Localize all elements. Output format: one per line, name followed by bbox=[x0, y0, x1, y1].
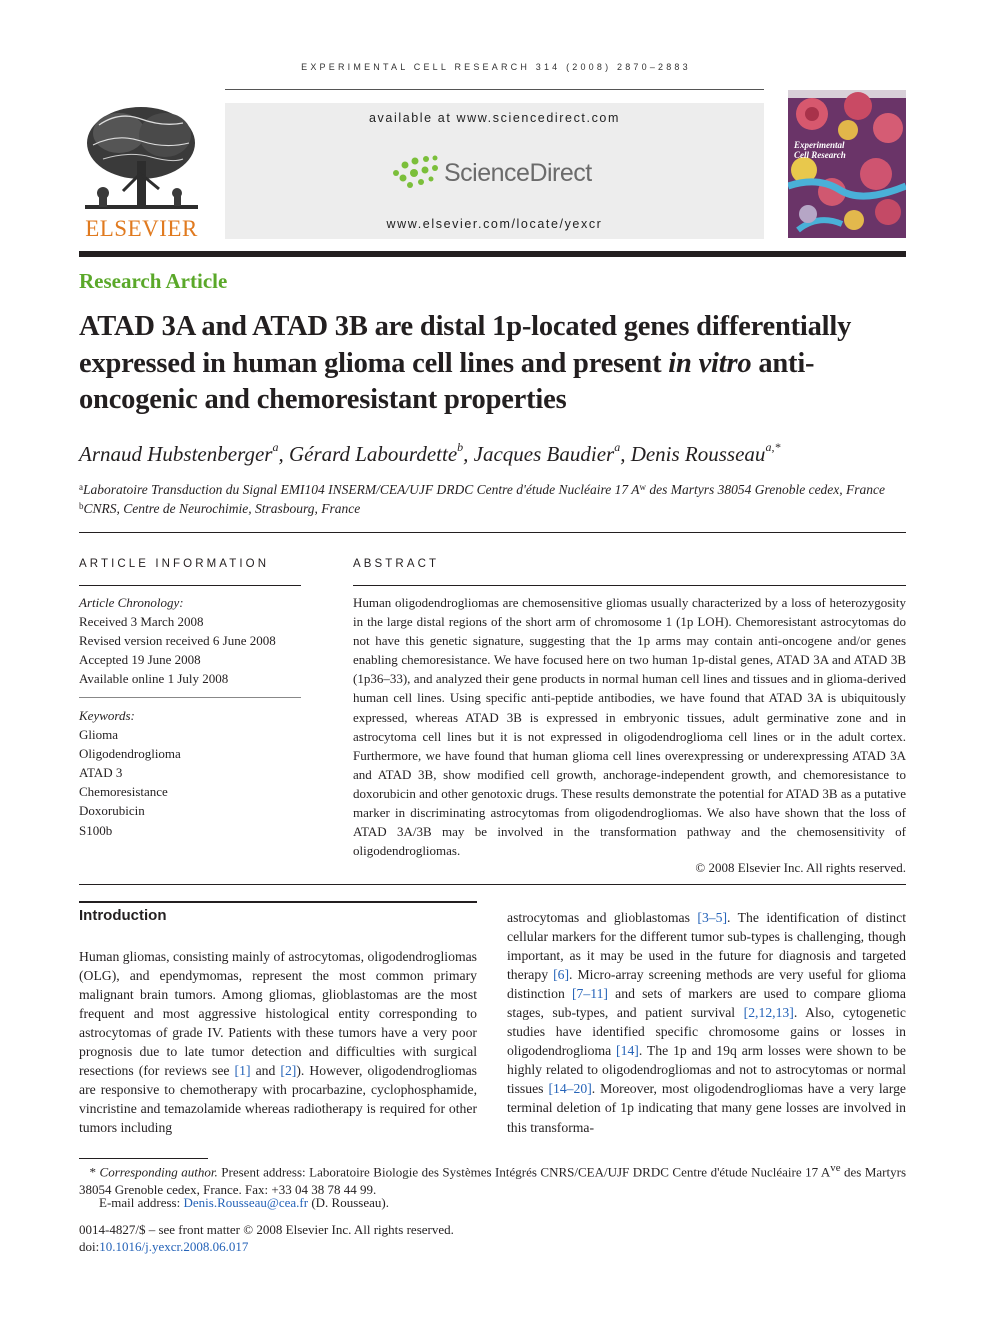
citation-link[interactable]: [7–11] bbox=[571, 986, 608, 1002]
issn-line: 0014-4827/$ – see front matter © 2008 Elsevier Inc. All rights reserved. bbox=[79, 1222, 454, 1237]
sciencedirect-banner bbox=[225, 103, 764, 239]
elsevier-wordmark: ELSEVIER bbox=[85, 216, 198, 241]
keyword[interactable]: Oligodendroglioma bbox=[79, 746, 181, 762]
journal-cover[interactable] bbox=[788, 90, 906, 238]
chronology-item: Accepted 19 June 2008 bbox=[79, 652, 201, 668]
keyword[interactable]: Glioma bbox=[79, 727, 118, 743]
citation-link[interactable]: [2] bbox=[280, 1063, 297, 1079]
affiliation-mark: b bbox=[79, 501, 84, 511]
keywords-label: Keywords: bbox=[79, 708, 135, 723]
intro-text: and bbox=[250, 1063, 281, 1079]
sciencedirect-dots-icon bbox=[388, 153, 442, 191]
keywords-rule bbox=[79, 697, 301, 698]
author[interactable] bbox=[79, 442, 278, 466]
author-affil-mark: a bbox=[272, 440, 279, 454]
author-separator: , bbox=[620, 442, 631, 466]
chronology-label: Article Chronology: bbox=[79, 595, 184, 610]
author-list bbox=[79, 442, 780, 467]
email-label: E-mail address: bbox=[99, 1195, 184, 1210]
corresponding-author-footnote bbox=[79, 1160, 906, 1198]
keyword[interactable]: Chemoresistance bbox=[79, 784, 168, 800]
author-affil-mark bbox=[765, 440, 780, 454]
keyword[interactable]: ATAD 3 bbox=[79, 765, 123, 781]
journal-url[interactable]: www.elsevier.com/locate/yexcr bbox=[386, 217, 603, 231]
intro-text: . Also, cytogenetic studies have identified specific chromosome gains or losses in oligodendroglioma bbox=[507, 1005, 906, 1059]
corresponding-author-mark[interactable]: * bbox=[774, 440, 781, 454]
cover-title-line-1: Experimental bbox=[794, 140, 845, 150]
author-separator: , bbox=[278, 442, 289, 466]
author-name: Denis Rousseau bbox=[630, 442, 766, 466]
affiliation-mark: a bbox=[79, 482, 83, 492]
citation-link[interactable]: [6] bbox=[553, 967, 570, 983]
title-italic: in vitro bbox=[668, 347, 752, 379]
cover-title bbox=[794, 140, 846, 160]
header-rule bbox=[225, 89, 764, 90]
affiliation-text: Laboratoire Transduction du Signal EMI104 INSERM/CEA/UJF DRDC Centre d'étude Nucléaire 17 A bbox=[83, 482, 640, 497]
author-separator: , bbox=[463, 442, 474, 466]
intro-text: . Moreover, most oligodendrogliomas have a very large terminal deletion of 1p indicating that many gene losses are involved in this transforma- bbox=[507, 1081, 906, 1135]
citation-link[interactable]: [14–20] bbox=[548, 1081, 592, 1097]
intro-text: . Micro-array screening methods are very useful for glioma distinction bbox=[507, 967, 906, 1002]
author-affil-letter: a, bbox=[765, 440, 775, 454]
email-footnote bbox=[79, 1194, 906, 1212]
title-part-2: anti-oncogenic and chemoresistant properties bbox=[79, 347, 815, 415]
author[interactable] bbox=[631, 442, 781, 466]
affiliation-sup: w bbox=[639, 482, 646, 492]
intro-text: . The identification of distinct cellular markers for the different tumor sub-types is challenging, though important, as it may be used in the future for diagnosis and targeted therapy bbox=[507, 910, 906, 983]
doi-link[interactable]: 10.1016/j.yexcr.2008.06.017 bbox=[99, 1238, 249, 1254]
affiliation-b bbox=[79, 501, 360, 517]
keywords bbox=[79, 706, 181, 840]
chronology-item: Revised version received 6 June 2008 bbox=[79, 633, 276, 649]
intro-right-column bbox=[507, 908, 906, 1137]
abstract-copyright: © 2008 Elsevier Inc. All rights reserved. bbox=[695, 860, 906, 875]
article-type: Research Article bbox=[79, 269, 228, 293]
citation-link[interactable]: [14] bbox=[616, 1043, 639, 1059]
citation-link[interactable]: [3–5] bbox=[697, 910, 728, 925]
introduction-heading: Introduction bbox=[79, 907, 167, 924]
intro-text: Human gliomas, consisting mainly of astrocytomas, oligodendrogliomas (OLG), and ependymomas, represent the most common primary malignant brain tumors. Among gliomas, glioblastomas are the most frequent and most aggressive histological entity corresponding to astrocytomas of grade IV. Patients with these tumors have a very poor prognosis due to late tumor detection and difficulties with surgical resections (for reviews see bbox=[79, 949, 477, 1079]
footnote-rule bbox=[79, 1158, 208, 1159]
intro-text: astrocytomas and glioblastomas bbox=[507, 910, 698, 925]
citation-link[interactable]: [2,12,13] bbox=[743, 1005, 794, 1021]
footnote-text: des Martyrs 38054 Grenoble cedex, France. Fax: +33 04 38 78 44 99. bbox=[79, 1164, 907, 1197]
footnote-label: Corresponding author. bbox=[99, 1164, 218, 1180]
journal-citation: EXPERIMENTAL CELL RESEARCH 314 (2008) 2870–2883 bbox=[301, 62, 691, 72]
cover-title-line-2: Cell Research bbox=[794, 150, 846, 160]
author[interactable] bbox=[289, 442, 463, 466]
footnote-star: * bbox=[89, 1164, 97, 1180]
affiliation-text: CNRS, Centre de Neurochimie, Strasbourg, France bbox=[83, 501, 361, 516]
author-affil-mark: b bbox=[457, 440, 464, 454]
article-info-rule bbox=[79, 585, 301, 586]
author-name: Arnaud Hubstenberger bbox=[79, 442, 273, 466]
intro-text: . The 1p and 19q arm losses were shown to be highly related to oligodendrogliomas and not to astrocytomas or normal tissues bbox=[507, 1043, 906, 1097]
intro-text: ). However, oligodendrogliomas are responsive to chemotherapy with procarbazine, cyclophosphamide, vincristine and temazolamide whereas radiotherapy is required for other tumors including bbox=[79, 1063, 478, 1136]
keyword[interactable]: Doxorubicin bbox=[79, 803, 145, 819]
affiliation-a bbox=[79, 482, 885, 498]
citation-link[interactable]: [1] bbox=[234, 1063, 251, 1079]
abstract-bottom-rule bbox=[79, 884, 906, 885]
intro-rule bbox=[79, 901, 477, 903]
elsevier-logo[interactable] bbox=[79, 103, 204, 243]
chronology-item: Available online 1 July 2008 bbox=[79, 671, 229, 687]
title-part-1: ATAD 3A and ATAD 3B are distal 1p-located genes differentially expressed in human glioma cell lines and present bbox=[79, 311, 852, 379]
sciencedirect-logo[interactable] bbox=[388, 153, 608, 193]
footnote-sup: ve bbox=[830, 1162, 841, 1174]
chronology-item: Received 3 March 2008 bbox=[79, 614, 204, 630]
doi-label: doi: bbox=[79, 1238, 100, 1254]
abstract-text: Human oligodendrogliomas are chemosensitive gliomas usually characterized by a loss of heterozygosity in the large distal regions of the short arm of chromosome 1 (1p LOH). Chemoresistant astrocytomas do not have this genetic signature, suggesting that the 1p arms may contain anti-oncogene and/or genes enabling chemoresistance. We have focused here on two human 1p-distal genes, ATAD 3A and ATAD 3B (1p36–33), and analyzed their gene products in normal human cell lines and tissues and in glioma-derived human cell lines. Using specific anti-peptide antibodies, we have found that ATAD 3A is ubiquitously expressed, whereas ATAD 3B is expressed in embryonic tissues, adult germinative zone and in astrocytoma cell lines but it is not expressed in oligodendroglioma cell lines or in the adult cortex. Furthermore, we have found that human glioma cell lines overexpressing or underexpressing ATAD 3A and ATAD 3B, show modified cell growth, anchorage-independent growth, and chemoresistance to doxorubicin and other genotoxic drugs. These results demonstrate the potential for ATAD 3B as a putative marker in discriminating astrocytomas from oligodendrogliomas. We also have shown that the loss of ATAD 3A/3B may be involved in the transformation pathway and the chemosensitivity of oligodendrogliomas. bbox=[353, 595, 906, 859]
affiliation-text-end: des Martyrs 38054 Grenoble cedex, France bbox=[645, 482, 886, 497]
header-thick-rule bbox=[79, 251, 906, 257]
article-chronology bbox=[79, 593, 276, 688]
elsevier-tree-icon bbox=[79, 103, 204, 215]
intro-text: and sets of markers are used to compare glioma stages, sub-types, and patient survival bbox=[507, 986, 906, 1021]
author-name: Gérard Labourdette bbox=[288, 442, 458, 466]
cover-image-icon bbox=[788, 90, 906, 238]
abstract-rule bbox=[353, 585, 906, 586]
author-name: Jacques Baudier bbox=[473, 442, 615, 466]
abstract-heading: ABSTRACT bbox=[353, 558, 440, 570]
keyword[interactable]: S100b bbox=[79, 822, 113, 838]
issn-block bbox=[79, 1222, 454, 1255]
intro-left-column bbox=[79, 947, 477, 1137]
sciencedirect-wordmark: ScienceDirect bbox=[444, 159, 592, 187]
available-at-text[interactable]: available at www.sciencedirect.com bbox=[368, 111, 620, 125]
email-link[interactable]: Denis.Rousseau@cea.fr bbox=[183, 1195, 309, 1210]
author-affil-mark: a bbox=[614, 440, 621, 454]
author[interactable] bbox=[474, 442, 621, 466]
article-info-heading: ARTICLE INFORMATION bbox=[79, 558, 270, 570]
footnote-text: Present address: Laboratoire Biologie des Systèmes Intégrés CNRS/CEA/UJF DRDC Centre d'étude Nucléaire 17 A bbox=[217, 1164, 831, 1180]
article-title bbox=[79, 309, 906, 419]
email-suffix: (D. Rousseau). bbox=[308, 1195, 389, 1210]
doi-line bbox=[79, 1239, 454, 1256]
affiliation-rule bbox=[79, 532, 906, 533]
